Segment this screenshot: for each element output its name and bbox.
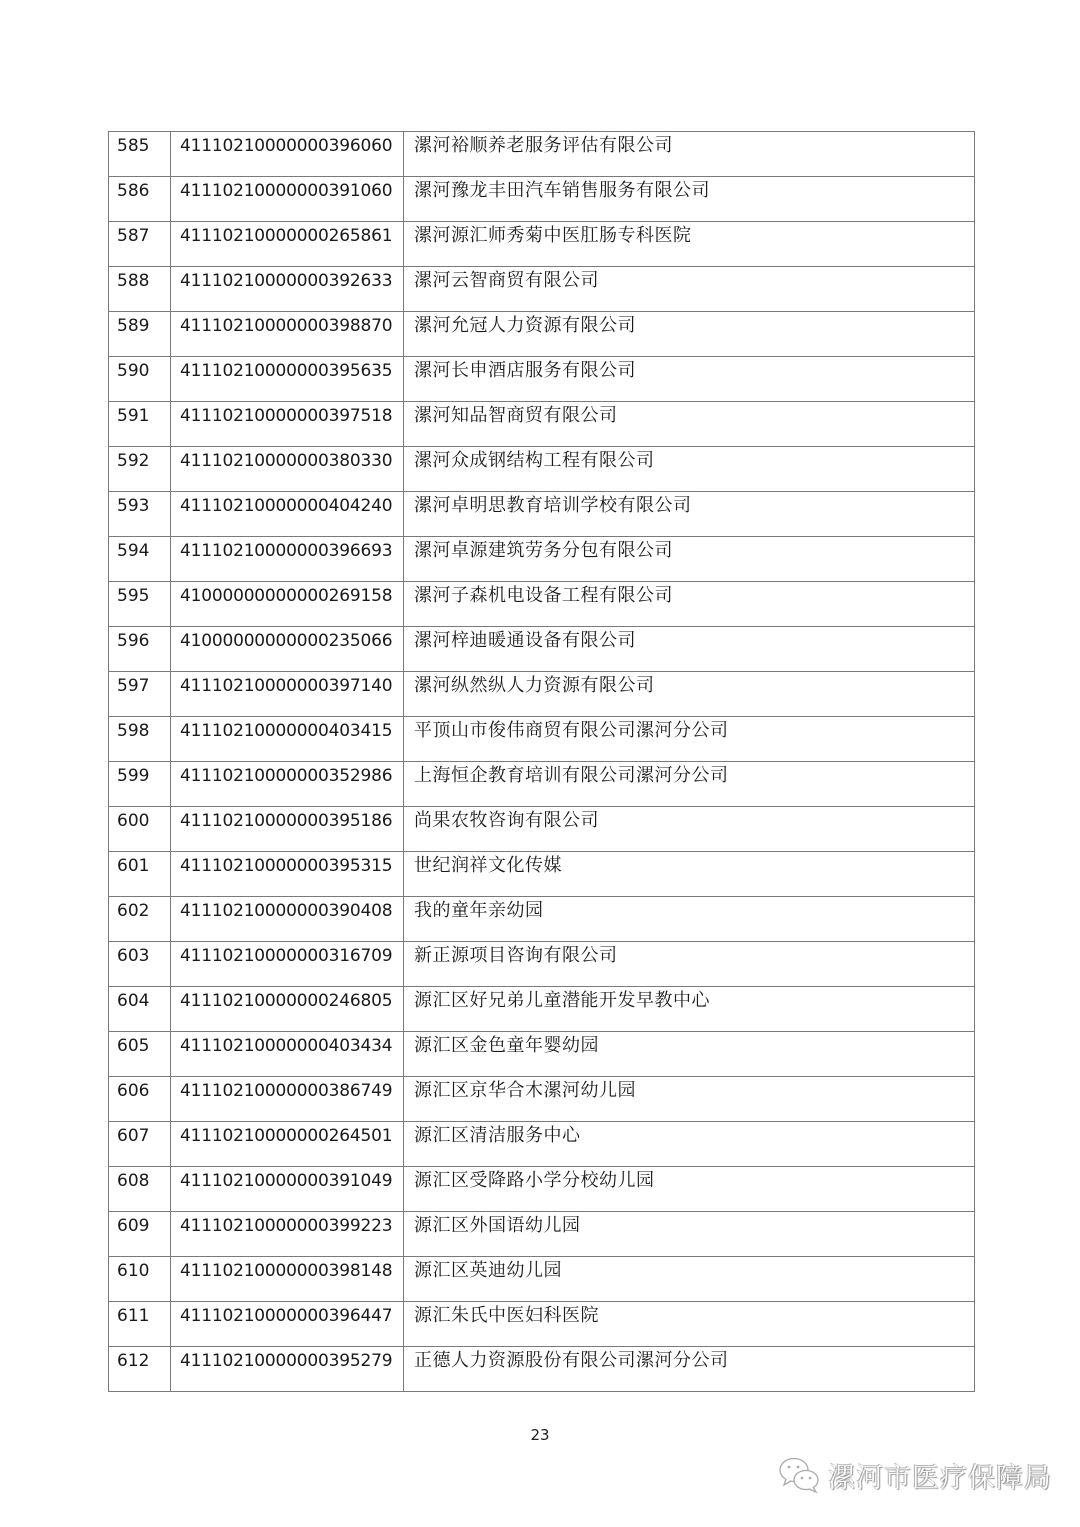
unit-name: 漯河知品智商贸有限公司 [414,405,618,426]
table-row [109,267,975,312]
row-number: 586 [117,181,150,201]
table-row [109,492,975,537]
row-number-cell [109,537,171,582]
unit-code: 41110210000000399223 [180,1216,393,1236]
row-number: 601 [117,856,150,876]
unit-name: 漯河源汇师秀菊中医肛肠专科医院 [414,225,692,246]
row-number: 602 [117,901,150,921]
unit-code: 41110210000000395315 [180,856,393,876]
unit-name: 源汇区好兄弟儿童潜能开发早教中心 [414,990,710,1011]
unit-name-cell [404,537,975,582]
unit-name-cell [404,1347,975,1392]
unit-name: 源汇区京华合木漯河幼儿园 [414,1080,636,1101]
unit-code: 41110210000000316709 [180,946,393,966]
unit-code: 41110210000000391049 [180,1171,393,1191]
table-row [109,1347,975,1392]
unit-name-cell [404,942,975,987]
unit-name-cell [404,267,975,312]
unit-code-cell [171,1212,404,1257]
row-number-cell [109,312,171,357]
unit-name: 源汇区外国语幼儿园 [414,1215,581,1236]
row-number: 585 [117,136,150,156]
table-row [109,1122,975,1167]
unit-code-cell [171,447,404,492]
row-number-cell [109,1167,171,1212]
row-number-cell [109,852,171,897]
row-number: 606 [117,1081,150,1101]
registry-table-body [109,132,975,1392]
unit-name: 源汇区清洁服务中心 [414,1125,581,1146]
row-number-cell [109,1077,171,1122]
row-number-cell [109,447,171,492]
unit-code-cell [171,492,404,537]
table-row [109,447,975,492]
row-number-cell [109,222,171,267]
unit-code-cell [171,717,404,762]
table-row [109,537,975,582]
row-number-cell [109,357,171,402]
unit-name-cell [404,852,975,897]
row-number-cell [109,942,171,987]
row-number-cell [109,1212,171,1257]
unit-code: 41110210000000403434 [180,1036,393,1056]
table-row [109,357,975,402]
unit-code-cell [171,762,404,807]
unit-name: 漯河卓源建筑劳务分包有限公司 [414,540,673,561]
row-number-cell [109,807,171,852]
unit-name-cell [404,447,975,492]
row-number-cell [109,132,171,177]
unit-code: 41110210000000246805 [180,991,393,1011]
unit-name: 漯河豫龙丰田汽车销售服务有限公司 [414,180,710,201]
unit-code: 41110210000000396693 [180,541,393,561]
row-number-cell [109,1347,171,1392]
unit-name-cell [404,1257,975,1302]
unit-code: 41110210000000264501 [180,1126,393,1146]
table-row [109,177,975,222]
watermark-text: 漯河市医疗保障局 [828,1462,1052,1494]
unit-name-cell [404,1032,975,1077]
unit-name-cell [404,177,975,222]
unit-code: 41110210000000398870 [180,316,393,336]
table-row [109,762,975,807]
unit-name: 漯河梓迪暖通设备有限公司 [414,630,636,651]
unit-name: 新正源项目咨询有限公司 [414,945,618,966]
table-row [109,312,975,357]
watermark [778,1455,1052,1495]
row-number: 596 [117,631,150,651]
row-number-cell [109,1122,171,1167]
unit-name-cell [404,762,975,807]
table-row [109,942,975,987]
unit-code: 41110210000000395635 [180,361,393,381]
row-number: 599 [117,766,150,786]
unit-name: 我的童年亲幼园 [414,900,544,921]
row-number: 604 [117,991,150,1011]
row-number-cell [109,267,171,312]
table-row [109,1257,975,1302]
unit-code-cell [171,1077,404,1122]
unit-name-cell [404,807,975,852]
table-row [109,1167,975,1212]
wechat-icon [778,1455,822,1495]
unit-code: 41110210000000265861 [180,226,393,246]
row-number-cell [109,1032,171,1077]
unit-code: 41110210000000386749 [180,1081,393,1101]
unit-name: 漯河允冠人力资源有限公司 [414,315,636,336]
unit-name-cell [404,1212,975,1257]
table-row [109,672,975,717]
table-row [109,582,975,627]
unit-name: 上海恒企教育培训有限公司漯河分公司 [414,765,729,786]
unit-code-cell [171,1347,404,1392]
row-number: 610 [117,1261,150,1281]
table-row [109,1077,975,1122]
row-number-cell [109,1302,171,1347]
unit-code-cell [171,897,404,942]
page-number: 23 [530,1426,550,1444]
unit-code: 41110210000000392633 [180,271,393,291]
row-number-cell [109,582,171,627]
unit-code: 41110210000000397518 [180,406,393,426]
unit-code-cell [171,807,404,852]
row-number-cell [109,987,171,1032]
unit-code-cell [171,672,404,717]
row-number: 605 [117,1036,150,1056]
unit-name-cell [404,312,975,357]
unit-name: 漯河裕顺养老服务评估有限公司 [414,135,673,156]
unit-code: 41000000000000269158 [180,586,393,606]
row-number: 592 [117,451,150,471]
unit-code-cell [171,852,404,897]
unit-name: 漯河长申酒店服务有限公司 [414,360,636,381]
row-number: 589 [117,316,150,336]
unit-name: 漯河云智商贸有限公司 [414,270,599,291]
unit-name-cell [404,627,975,672]
unit-name-cell [404,1302,975,1347]
row-number: 611 [117,1306,150,1326]
unit-name-cell [404,987,975,1032]
unit-code-cell [171,1167,404,1212]
table-row [109,1032,975,1077]
unit-name: 漯河众成钢结构工程有限公司 [414,450,655,471]
row-number: 612 [117,1351,150,1371]
registry-table [108,131,975,1392]
row-number-cell [109,762,171,807]
unit-name-cell [404,492,975,537]
unit-name: 世纪润祥文化传媒 [414,855,562,876]
unit-code-cell [171,1032,404,1077]
unit-name: 漯河卓明思教育培训学校有限公司 [414,495,692,516]
table-row [109,987,975,1032]
row-number: 587 [117,226,150,246]
row-number: 607 [117,1126,150,1146]
unit-code-cell [171,312,404,357]
table-row [109,717,975,762]
row-number-cell [109,402,171,447]
row-number: 588 [117,271,150,291]
unit-code: 41110210000000397140 [180,676,393,696]
unit-code-cell [171,582,404,627]
unit-code: 41110210000000398148 [180,1261,393,1281]
unit-name-cell [404,1167,975,1212]
unit-name: 平顶山市俊伟商贸有限公司漯河分公司 [414,720,729,741]
unit-code-cell [171,537,404,582]
row-number: 595 [117,586,150,606]
unit-code-cell [171,222,404,267]
unit-code-cell [171,1257,404,1302]
unit-name: 漯河子森机电设备工程有限公司 [414,585,673,606]
row-number: 609 [117,1216,150,1236]
unit-name-cell [404,357,975,402]
unit-name: 正德人力资源股份有限公司漯河分公司 [414,1350,729,1371]
row-number-cell [109,672,171,717]
unit-name: 源汇区英迪幼儿园 [414,1260,562,1281]
unit-code-cell [171,1122,404,1167]
row-number: 608 [117,1171,150,1191]
table-row [109,807,975,852]
unit-code-cell [171,942,404,987]
row-number: 598 [117,721,150,741]
unit-code: 41110210000000395279 [180,1351,393,1371]
table-row [109,897,975,942]
row-number: 597 [117,676,150,696]
unit-name-cell [404,897,975,942]
unit-name-cell [404,402,975,447]
unit-code-cell [171,177,404,222]
unit-code: 41110210000000396060 [180,136,393,156]
row-number: 591 [117,406,150,426]
unit-code-cell [171,357,404,402]
unit-name-cell [404,132,975,177]
unit-name: 漯河纵然纵人力资源有限公司 [414,675,655,696]
unit-code: 41110210000000404240 [180,496,393,516]
table-row [109,852,975,897]
unit-code: 41110210000000396447 [180,1306,393,1326]
table-row [109,402,975,447]
unit-name-cell [404,582,975,627]
row-number-cell [109,1257,171,1302]
table-row [109,222,975,267]
row-number-cell [109,627,171,672]
unit-code-cell [171,402,404,447]
unit-name: 源汇区金色童年婴幼园 [414,1035,599,1056]
unit-name-cell [404,222,975,267]
unit-code: 41110210000000390408 [180,901,393,921]
unit-code: 41110210000000395186 [180,811,393,831]
row-number: 603 [117,946,150,966]
row-number-cell [109,177,171,222]
unit-code: 41000000000000235066 [180,631,393,651]
table-row [109,132,975,177]
unit-name: 尚果农牧咨询有限公司 [414,810,599,831]
unit-name-cell [404,1077,975,1122]
table-row [109,627,975,672]
unit-code-cell [171,627,404,672]
table-row [109,1302,975,1347]
row-number-cell [109,492,171,537]
unit-code: 41110210000000391060 [180,181,393,201]
row-number: 593 [117,496,150,516]
unit-name-cell [404,717,975,762]
unit-code-cell [171,132,404,177]
unit-code-cell [171,267,404,312]
row-number: 594 [117,541,150,561]
row-number-cell [109,717,171,762]
unit-name: 源汇朱氏中医妇科医院 [414,1305,599,1326]
unit-name-cell [404,672,975,717]
unit-name-cell [404,1122,975,1167]
row-number: 590 [117,361,150,381]
unit-name: 源汇区受降路小学分校幼儿园 [414,1170,655,1191]
table-row [109,1212,975,1257]
unit-code: 41110210000000352986 [180,766,393,786]
unit-code-cell [171,1302,404,1347]
row-number: 600 [117,811,150,831]
unit-code: 41110210000000380330 [180,451,393,471]
unit-code: 41110210000000403415 [180,721,393,741]
row-number-cell [109,897,171,942]
unit-code-cell [171,987,404,1032]
